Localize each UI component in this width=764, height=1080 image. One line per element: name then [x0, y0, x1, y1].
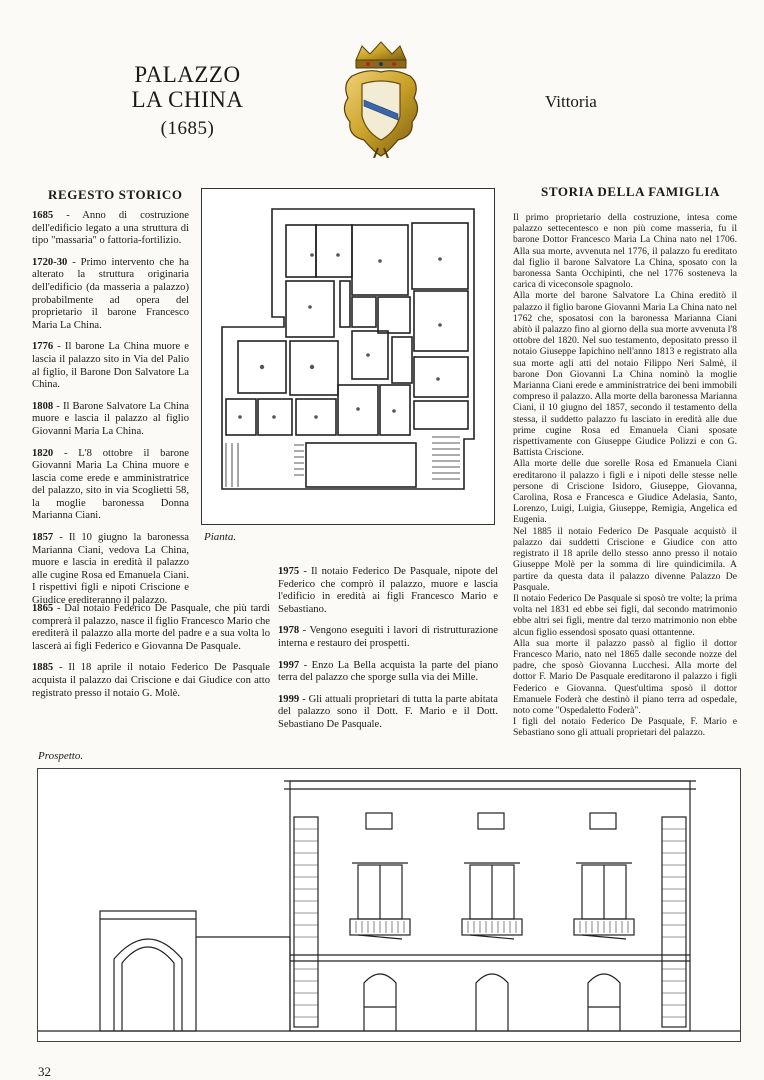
- entry-year: 1885: [32, 662, 54, 674]
- entry-text: - Enzo La Bella acquista la parte del piano terra del palazzo che sporge sulla via dei Mille.: [278, 659, 498, 684]
- storia-text: [513, 212, 737, 739]
- entry-year: 1820: [32, 447, 54, 459]
- plan-caption: Pianta.: [204, 531, 237, 543]
- regesto-entry: [32, 532, 189, 608]
- entry-year: 1685: [32, 210, 54, 221]
- entry-text: - Vengono eseguiti i lavori di ristrutturazione interna e restauro dei prospetti.: [278, 625, 498, 649]
- entry-year: 1978: [278, 625, 300, 637]
- storia-paragraph: Il primo proprietario della costruzione, intesa come palazzo settecentesco e non più come masseria, fu il barone Dottor Francesco Maria La China nato nel 1706. Alla sua morte, avvenuta nel 1776, il palazzo fu ereditato dal figlio il barone Salvatore La China, sposato con la baronessa Santa Occhipinti, che nel 1776 sosteneva la carica di viceconsole spagnolo.: [513, 212, 737, 291]
- regesto-entry: [32, 210, 189, 248]
- regesto-column-1b: [32, 603, 270, 709]
- regesto-entry: [32, 341, 189, 391]
- entry-text: - Il 10 giugno la baronessa Marianna Ciani, vedova La China, muore e lascia in eredità il palazzo alle cugine Rosa ed Emanuela Ciani. I rispettivi figli e nipoti Criscione e Giudice erediteranno il palazzo.: [32, 532, 189, 607]
- entry-year: 1776: [32, 341, 54, 353]
- storia-paragraph: Alla morte delle due sorelle Rosa ed Emanuela Ciani ereditarono il palazzo i figli e i nipoti delle stesse nelle persone di Criscione Isidoro, Giuseppe, Giovanna, Carolina, Rosa e Francesca e Giudice Adelasia, Santo, Lorenzo, Luigi, Luigia, Giuseppe, Remigia, Angelica ed Eugenia.: [513, 458, 737, 526]
- regesto-column-2: [278, 566, 498, 741]
- regesto-entry: [32, 603, 270, 653]
- regesto-entry: [278, 660, 498, 685]
- floor-plan-figure: [201, 188, 495, 525]
- floor-plan-drawing: [202, 189, 494, 524]
- page-title: [95, 62, 280, 141]
- storia-paragraph: Alla morte del barone Salvatore La China ereditò il palazzo il figlio barone Giovanni Maria La China nato nel 1762 che, sposatosi con la baronessa Marianna Ciani abitò il palazzo fino al giorno della sua morte avvenuta l'8 ottobre del 1820. Nel suo testamento, depositato presso il notaio Giuseppe Iapichino nell'anno 1813 e registrato alla sua morte agli atti del notaio Filippo Neri Salmè, il barone Don Giovanni La China nominò la moglie Marianna Ciani erede e amministratrice dei beni immobili compreso il palazzo. Alla morte della baronessa Marianna Ciani, il 10 giugno del 1857, secondo il testamento della stessa, il suddetto palazzo fu lasciato in eredità alle due prime cugine Rosa ed Emanuela Ciani sposate rispettivamente con Giuseppe Giudice Polizzi e con G. Battista Criscione.: [513, 290, 737, 459]
- entry-text: - Il 18 aprile il notaio Federico De Pasquale acquista il palazzo dai Criscione e dai Giudice con atto registrato presso il notaio G. Molè.: [32, 662, 270, 699]
- entry-text: - Anno di costruzione dell'edificio legato a una struttura di tipo "massaria" o fattoria-fortilizio.: [32, 210, 189, 247]
- regesto-entry: [278, 694, 498, 732]
- storia-paragraph: Nel 1885 il notaio Federico De Pasquale acquistò il palazzo dai suddetti Criscione e Giudice con atto registrato il 18 aprile dello stesso anno presso il notaio Giuseppe Molè per la somma di lire quindicimila. A partire da questa data il palazzo divenne Palazzo De Pasquale.: [513, 525, 737, 593]
- entry-year: 1997: [278, 659, 300, 671]
- title-line-2: LA CHINA: [131, 87, 244, 112]
- town-name: Vittoria: [545, 92, 597, 111]
- coat-of-arms-icon: [338, 40, 424, 158]
- entry-text: - Il barone La China muore e lascia il palazzo sito in Via del Palio al figlio, il Barone Don Salvatore La China.: [32, 341, 189, 391]
- regesto-column-1: [32, 210, 189, 617]
- elevation-caption: Prospetto.: [38, 750, 84, 762]
- regesto-entry: [278, 566, 498, 616]
- entry-text: - Il Barone Salvatore La China muore e lascia il palazzo al figlio Giovanni Maria La China.: [32, 400, 189, 437]
- entry-text: - L'8 ottobre il barone Giovanni Maria La China muore e lascia come erede e amministratrice del palazzo, sito in via Scoglietti 58, la moglie baronessa Donna Marianna Ciani.: [32, 447, 189, 522]
- regesto-entry: [32, 257, 189, 333]
- entry-text: - Il notaio Federico De Pasquale, nipote del Federico che comprò il palazzo, muore e lascia l'edificio in eredità ai figli Francesco Mario e Sebastiano.: [278, 566, 498, 615]
- entry-year: 1720-30: [32, 256, 68, 268]
- storia-heading: STORIA DELLA FAMIGLIA: [541, 184, 720, 199]
- regesto-entry: [32, 401, 189, 439]
- entry-text: - Dal notaio Federico De Pasquale, che più tardi comprerà il palazzo, nasce il figlio Francesco Mario che erediterà il palazzo alla morte del padre e a sua volta lo lascerà ai figli Federico e Giovanna De Pasquale.: [32, 603, 270, 652]
- entry-text: - Primo intervento che ha alterato la struttura originaria dell'edificio (da masseria a palazzo) probabilmente ad opera del proprietario il barone Francesco Maria La China.: [32, 256, 189, 331]
- page-number: 32: [38, 1064, 51, 1079]
- entry-year: 1808: [32, 400, 54, 412]
- entry-year: 1865: [32, 603, 54, 614]
- regesto-entry: [32, 662, 270, 700]
- storia-paragraph: I figli del notaio Federico De Pasquale, F. Mario e Sebastiano sono gli attuali proprietari del palazzo.: [513, 716, 737, 739]
- elevation-figure: [37, 768, 741, 1042]
- title-line-1: PALAZZO: [134, 62, 241, 87]
- elevation-drawing: [38, 769, 740, 1041]
- entry-year: 1857: [32, 532, 54, 544]
- regesto-heading: REGESTO STORICO: [48, 187, 183, 202]
- regesto-entry: [278, 625, 498, 650]
- storia-paragraph: Alla sua morte il palazzo passò al figlio il dottor Francesco Mario, nato nel 1865 dalle seconde nozze del padre, che sposò Giovanna Lucchesi. Alla morte del dottor F. Mario De Pasquale ereditarono il palazzo i figli Federico e Giovanna. Quest'ultima sposò il dottor Emanuele Foderà che destinò il piano terra ad ospedale, noto come "Ospedaletto Foderà".: [513, 637, 737, 716]
- regesto-entry: [32, 448, 189, 524]
- title-year: (1685): [160, 118, 215, 139]
- storia-paragraph: Il notaio Federico De Pasquale si sposò tre volte; la prima volta nel 1831 ed ebbe sei figli, dal secondo matrimonio ebbe altri sei figli, mentre dal terzo matrimonio non ebbe alcun figlio essendosi sposato quasi ottantenne.: [513, 592, 737, 638]
- entry-text: - Gli attuali proprietari di tutta la parte abitata del palazzo sono il Dott. F. Mario e il Dott. Sebastiano De Pasquale.: [278, 693, 498, 730]
- entry-year: 1975: [278, 566, 300, 577]
- entry-year: 1999: [278, 693, 300, 705]
